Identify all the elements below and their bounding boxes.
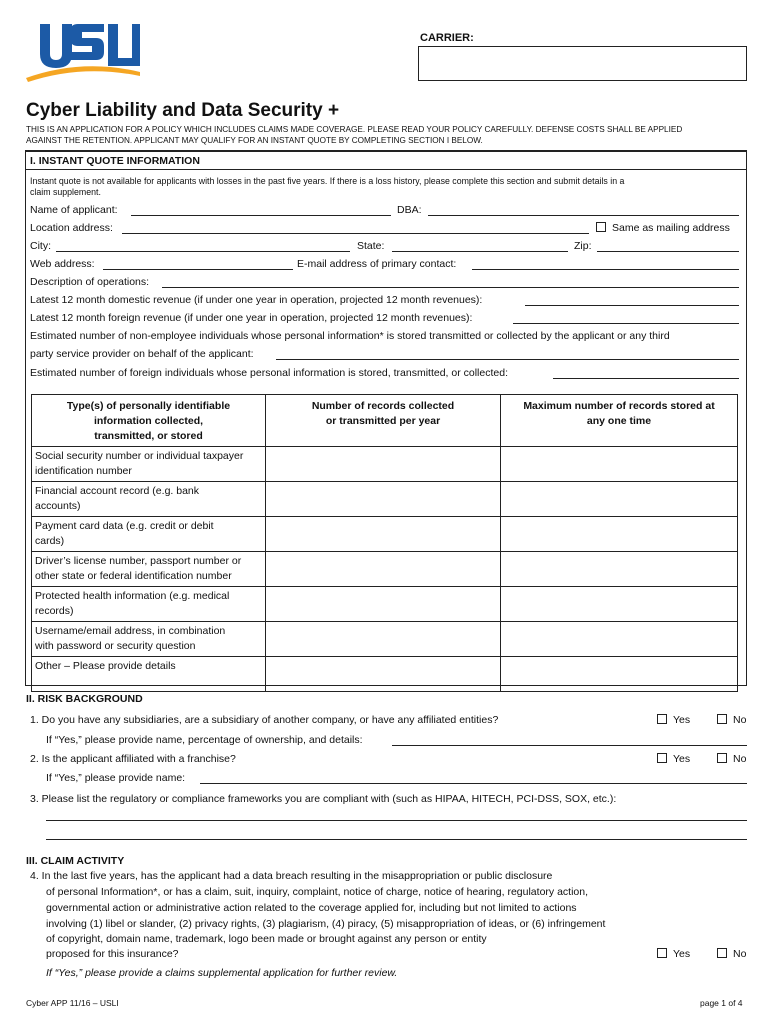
city-label: City: bbox=[30, 240, 51, 252]
checkbox-icon bbox=[717, 753, 727, 763]
nonemployee-label-2: party service provider on behalf of the applicant: bbox=[30, 348, 254, 360]
location-label: Location address: bbox=[30, 222, 113, 234]
table-row bbox=[32, 552, 738, 587]
q4-yes-checkbox[interactable] bbox=[657, 947, 690, 961]
table-row bbox=[32, 587, 738, 622]
header-text: or transmitted per year bbox=[325, 415, 441, 427]
header-pii-type bbox=[32, 395, 266, 447]
nonemployee-label-1: Estimated number of non-employee individuals whose personal information* is stored transmitted or collected by the applicant or any third bbox=[30, 330, 670, 342]
name-field[interactable] bbox=[131, 203, 391, 216]
section-2-heading: II. RISK BACKGROUND bbox=[26, 693, 143, 705]
zip-label: Zip: bbox=[574, 240, 592, 252]
records-per-year-cell[interactable] bbox=[266, 587, 501, 622]
row-type bbox=[32, 587, 266, 622]
records-table bbox=[31, 394, 738, 692]
q2-followup-field[interactable] bbox=[200, 771, 747, 784]
max-records-cell[interactable] bbox=[501, 482, 738, 517]
dba-field[interactable] bbox=[428, 203, 739, 216]
table-row bbox=[32, 517, 738, 552]
table-row bbox=[32, 657, 738, 692]
records-per-year-cell[interactable] bbox=[266, 552, 501, 587]
q4-no-checkbox[interactable] bbox=[717, 947, 746, 961]
section-1-intro-1: Instant quote is not available for applicants with losses in the past five years. If there is a loss history, please complete this section and submit details in a bbox=[30, 176, 625, 186]
q4-line-2: of personal Information*, or has a claim, suit, inquiry, complaint, notice of charge, notice of hearing, regulatory action, bbox=[46, 886, 589, 898]
q1-followup-label: If “Yes,” please provide name, percentage of ownership, and details: bbox=[46, 734, 363, 746]
row-text: Protected health information (e.g. medical bbox=[35, 590, 230, 602]
header-text: any one time bbox=[586, 415, 652, 427]
header-max-records bbox=[501, 395, 738, 447]
checkbox-icon bbox=[657, 714, 667, 724]
header-text: Maximum number of records stored at bbox=[523, 400, 715, 412]
q4-line-5: of copyright, domain name, trademark, logo been made or brought against any person or entity bbox=[46, 933, 487, 945]
checkbox-icon bbox=[657, 948, 667, 958]
max-records-cell[interactable] bbox=[501, 657, 738, 692]
carrier-label: CARRIER: bbox=[420, 32, 474, 44]
foreign-individuals-field[interactable] bbox=[553, 366, 739, 379]
table-row bbox=[32, 622, 738, 657]
row-text: Driver’s license number, passport number or bbox=[35, 555, 242, 567]
row-type bbox=[32, 552, 266, 587]
max-records-cell[interactable] bbox=[501, 552, 738, 587]
records-per-year-cell[interactable] bbox=[266, 657, 501, 692]
page-title: Cyber Liability and Data Security + bbox=[26, 100, 340, 121]
same-mailing-checkbox[interactable] bbox=[596, 221, 730, 235]
foreign-individuals-label: Estimated number of foreign individuals whose personal information is stored, transmitted, or collected: bbox=[30, 367, 508, 379]
state-label: State: bbox=[357, 240, 385, 252]
q1-text: 1. Do you have any subsidiaries, are a subsidiary of another company, or have any affiliated entities? bbox=[30, 714, 499, 726]
row-text: cards) bbox=[35, 535, 65, 547]
table-row bbox=[32, 447, 738, 482]
no-label: No bbox=[733, 714, 747, 726]
nonemployee-field[interactable] bbox=[276, 347, 739, 360]
carrier-field[interactable] bbox=[418, 46, 747, 81]
row-type bbox=[32, 622, 266, 657]
name-label: Name of applicant: bbox=[30, 204, 118, 216]
location-field[interactable] bbox=[122, 221, 589, 234]
email-field[interactable] bbox=[472, 257, 739, 270]
records-per-year-cell[interactable] bbox=[266, 622, 501, 657]
yes-label: Yes bbox=[673, 948, 691, 960]
q2-text: 2. Is the applicant affiliated with a franchise? bbox=[30, 753, 236, 765]
usli-logo bbox=[22, 18, 142, 84]
q3-field-line-2[interactable] bbox=[46, 827, 747, 840]
dba-label: DBA: bbox=[397, 204, 422, 216]
row-text: Other – Please provide details bbox=[35, 660, 176, 672]
q4-line-4: involving (1) libel or slander, (2) privacy rights, (3) plagiarism, (4) piracy, (5) misappropriation of ideas, or (6) infringement bbox=[46, 918, 606, 930]
table-row bbox=[32, 482, 738, 517]
q2-yes-checkbox[interactable] bbox=[657, 752, 690, 766]
no-label: No bbox=[733, 948, 747, 960]
header-text: Number of records collected bbox=[311, 400, 455, 412]
q4-line-1: 4. In the last five years, has the applicant had a data breach resulting in the misappropriation or public disclosure bbox=[30, 870, 553, 882]
checkbox-icon bbox=[717, 948, 727, 958]
notice-line-2: AGAINST THE RETENTION. APPLICANT MAY QUALIFY FOR AN INSTANT QUOTE BY COMPLETING SECTION I BELOW. bbox=[26, 136, 483, 145]
records-per-year-cell[interactable] bbox=[266, 447, 501, 482]
row-text: with password or security question bbox=[35, 640, 196, 652]
header-records-per-year bbox=[266, 395, 501, 447]
city-field[interactable] bbox=[56, 239, 350, 252]
max-records-cell[interactable] bbox=[501, 587, 738, 622]
footer-form-id: Cyber APP 11/16 – USLI bbox=[26, 998, 119, 1008]
q2-followup-label: If “Yes,” please provide name: bbox=[46, 772, 186, 784]
q1-no-checkbox[interactable] bbox=[717, 713, 746, 727]
q4-note: If “Yes,” please provide a claims supplemental application for further review. bbox=[46, 967, 398, 979]
row-text: identification number bbox=[35, 465, 132, 477]
section-1-heading: I. INSTANT QUOTE INFORMATION bbox=[30, 155, 200, 167]
checkbox-icon bbox=[657, 753, 667, 763]
yes-label: Yes bbox=[673, 753, 691, 765]
foreign-revenue-label: Latest 12 month foreign revenue (if under one year in operation, projected 12 month revenues): bbox=[30, 312, 473, 324]
section-3-heading: III. CLAIM ACTIVITY bbox=[26, 855, 125, 867]
web-label: Web address: bbox=[30, 258, 95, 270]
q2-no-checkbox[interactable] bbox=[717, 752, 746, 766]
row-text: other state or federal identification number bbox=[35, 570, 232, 582]
state-field[interactable] bbox=[392, 239, 568, 252]
q1-followup-field[interactable] bbox=[392, 733, 747, 746]
same-mailing-label: Same as mailing address bbox=[612, 222, 730, 234]
q1-yes-checkbox[interactable] bbox=[657, 713, 690, 727]
row-text: accounts) bbox=[35, 500, 81, 512]
footer-page-number: page 1 of 4 bbox=[700, 998, 743, 1008]
checkbox-icon bbox=[717, 714, 727, 724]
ops-label: Description of operations: bbox=[30, 276, 150, 288]
header-text: Type(s) of personally identifiable bbox=[66, 400, 231, 412]
foreign-revenue-field[interactable] bbox=[513, 311, 739, 324]
header-text: information collected, bbox=[93, 415, 204, 427]
records-per-year-cell[interactable] bbox=[266, 482, 501, 517]
domestic-revenue-label: Latest 12 month domestic revenue (if under one year in operation, projected 12 month revenues): bbox=[30, 294, 483, 306]
zip-field[interactable] bbox=[597, 239, 739, 252]
notice-line-1: THIS IS AN APPLICATION FOR A POLICY WHICH INCLUDES CLAIMS MADE COVERAGE. PLEASE READ YOUR POLICY CAREFULLY. DEFENSE COSTS SHALL BE APPLIED bbox=[26, 125, 683, 134]
row-text: Payment card data (e.g. credit or debit bbox=[35, 520, 214, 532]
row-type bbox=[32, 657, 266, 692]
q3-field-line-1[interactable] bbox=[46, 808, 747, 821]
q4-line-6: proposed for this insurance? bbox=[46, 948, 179, 960]
row-type bbox=[32, 517, 266, 552]
records-table-header bbox=[32, 395, 738, 447]
section-1-intro-2: claim supplement. bbox=[30, 187, 101, 197]
checkbox-icon bbox=[596, 222, 606, 232]
q3-text: 3. Please list the regulatory or compliance frameworks you are compliant with (such as HIPAA, HITECH, PCI-DSS, SOX, etc.): bbox=[30, 793, 617, 805]
domestic-revenue-field[interactable] bbox=[525, 293, 739, 306]
row-text: Financial account record (e.g. bank bbox=[35, 485, 200, 497]
web-field[interactable] bbox=[103, 257, 293, 270]
max-records-cell[interactable] bbox=[501, 517, 738, 552]
no-label: No bbox=[733, 753, 747, 765]
row-type bbox=[32, 447, 266, 482]
row-text: Social security number or individual taxpayer bbox=[35, 450, 244, 462]
email-label: E-mail address of primary contact: bbox=[297, 258, 457, 270]
row-text: Username/email address, in combination bbox=[35, 625, 226, 637]
max-records-cell[interactable] bbox=[501, 622, 738, 657]
section-1-heading-divider bbox=[25, 169, 746, 170]
max-records-cell[interactable] bbox=[501, 447, 738, 482]
header-text: transmitted, or stored bbox=[94, 430, 203, 442]
row-type bbox=[32, 482, 266, 517]
ops-field[interactable] bbox=[162, 275, 739, 288]
yes-label: Yes bbox=[673, 714, 691, 726]
row-text: records) bbox=[35, 605, 74, 617]
records-per-year-cell[interactable] bbox=[266, 517, 501, 552]
q4-line-3: governmental action or administrative action related to the coverage applied for, including but not limited to actions bbox=[46, 902, 577, 914]
